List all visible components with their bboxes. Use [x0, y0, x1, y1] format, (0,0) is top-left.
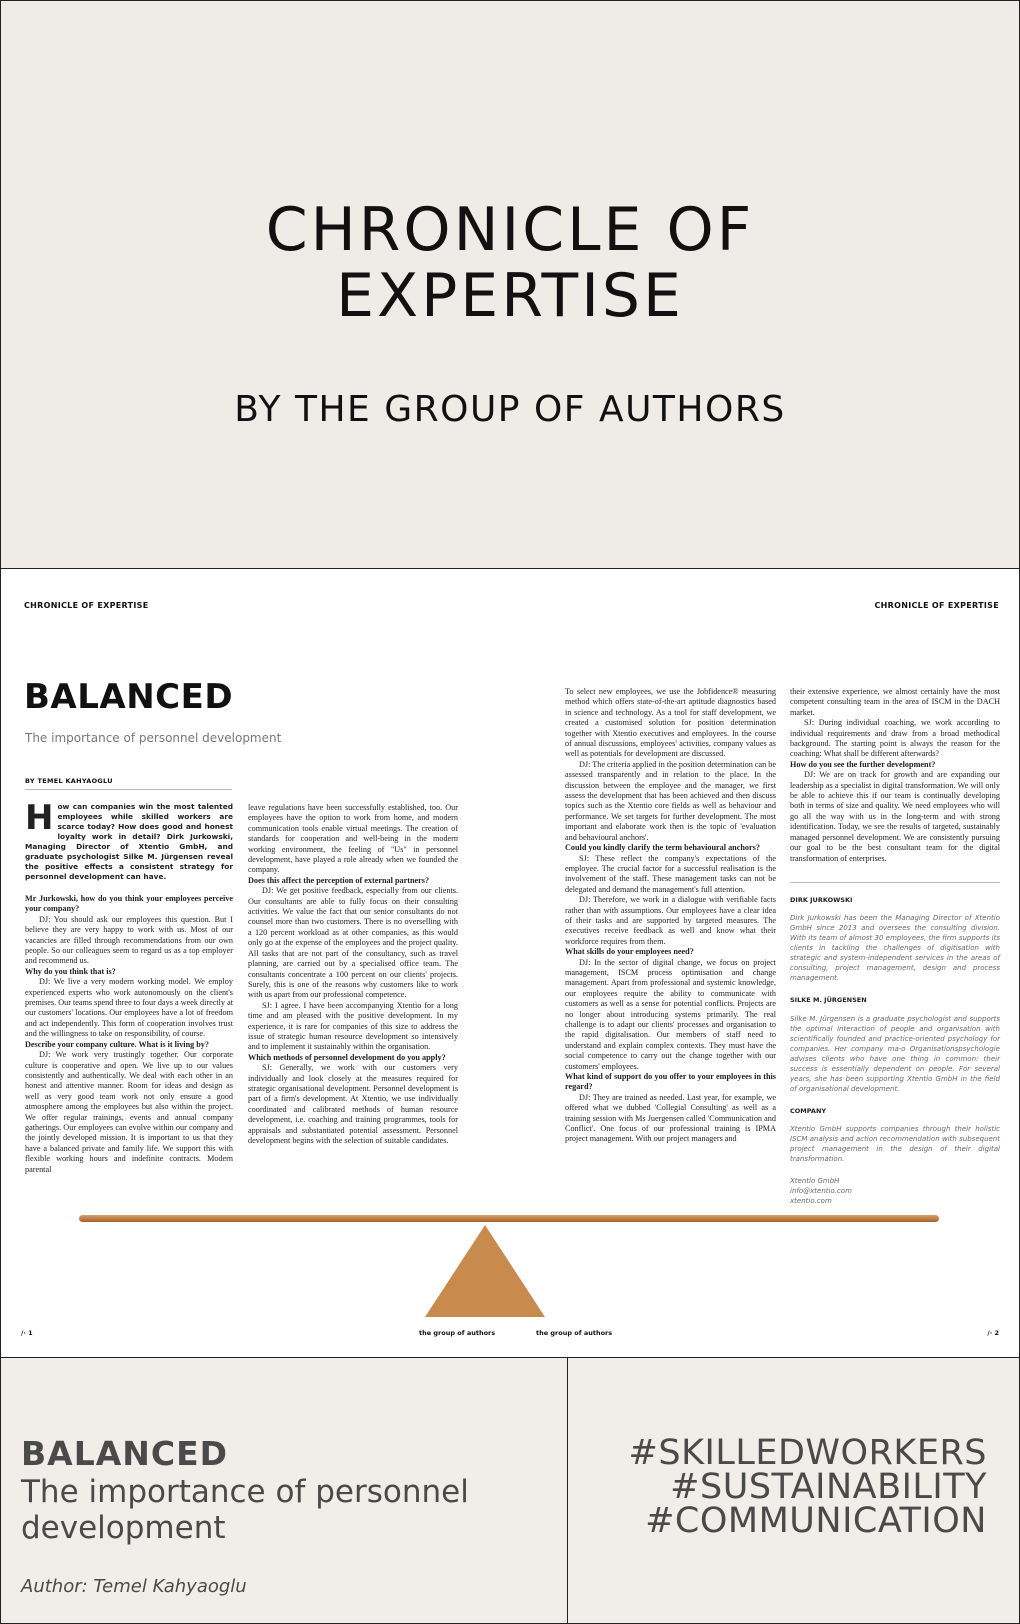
- tag-item[interactable]: #COMMUNICATION: [645, 1501, 987, 1541]
- dropcap: H: [25, 798, 54, 838]
- sidebar-heading-jurkowski: DIRK JURKOWSKI: [790, 895, 853, 904]
- interview-question: Why do you think that is?: [25, 966, 116, 976]
- author-sidebar: [790, 895, 1000, 1206]
- sidebar-bio-jurkowski: Dirk Jurkowski has been the Managing Director of Xtentio GmbH since 2013 and oversees the consulting division. With its team of almost 30 employees, the firm supports its clients in tackling the challenges of digitisation with strategic and system-independent services in the areas of consulting, project management, design and process management.: [790, 914, 1000, 983]
- contact-website[interactable]: xtentio.com: [790, 1197, 832, 1206]
- interview-question: Does this affect the perception of external partners?: [248, 875, 430, 885]
- byline-rule: [25, 789, 232, 790]
- byline: BY TEMEL KAHYAOGLU: [25, 777, 113, 785]
- balance-fulcrum-image: [425, 1225, 545, 1317]
- card-author: Author: Temel Kahyaoglu: [21, 1576, 247, 1597]
- interview-question: Which methods of personnel development do you apply?: [248, 1052, 446, 1062]
- contact-company: Xtentio GmbH: [790, 1177, 840, 1186]
- column-4-body: [790, 687, 1000, 864]
- body-paragraph: their extensive experience, we almost certainly have the most competent consulting team in the area of ISCM in the DACH market.: [790, 687, 1000, 717]
- intro-text: ow can companies win the most talented employees while skilled workers are scarce today? How does good and honest loyalty work in detail? Dirk Jurkowski, Managing Director of Xtentio GmbH, and graduate psychologist Silke M. Jürgensen reveal the positive effects a consistent strategy for personnel development can have.: [25, 802, 233, 881]
- body-paragraph: DJ: We are on track for growth and are expanding our leadership as a specialist in digital transformation. We will only be able to achieve this if our team is continually developing both in terms of size and quality. We need employees who will go all the way with us in the long-term and with strong identification. Today, we see the results of targeted, sustainably managed personnel development. We are consistently pursuing our goal to be the best consultant team for the digital transformation of enterprises.: [790, 770, 1000, 863]
- body-paragraph: SJ: During individual coaching, we work according to individual requirements and draw from a broad methodical background. The starting point is always the reason for the coaching: What shall be different afterwards?: [790, 718, 1000, 759]
- magazine-spread: [0, 568, 1020, 1359]
- hero-subtitle: BY THE GROUP OF AUTHORS: [234, 389, 786, 430]
- tag-item[interactable]: #SUSTAINABILITY: [670, 1467, 987, 1507]
- body-paragraph: To select new employees, we use the Jobfidence® measuring method which offers state-of-the-art aptitude diagnostics based in science and technology. As a tool for staff development, we created a customised solution for position determination together with Xtentio executives and employees. In the course of annual discussions, employees' activities, company values as well as potentials for development are discussed.: [565, 687, 776, 759]
- body-paragraph: SJ: Generally, we work with our customers very individually and look closely at the measures required for strategic organisational development. Personnel development is part of a firm's development. At Xtentio, we use individually coordinated and calibrated methods of human resource development, i.e. coaching and training programmes, tools for appraisals and substantiated potential assessment. Personnel development begins with the selection of suitable candidates.: [248, 1063, 458, 1145]
- hero-title-line1: CHRONICLE OF: [265, 195, 755, 265]
- body-paragraph: DJ: Therefore, we work in a dialogue with verifiable facts rather than with assumptions. Our employees have a clear idea of their tasks and are supported by targeted measures. The executives receive feedback as well and know what their workforce requires from them.: [565, 895, 776, 946]
- body-paragraph: DJ: The criteria applied in the position determination can be assessed transparently and in relation to the place. In the discussion between the employee and the manager, we first assess the development that has been achieved and then discuss topics such as the Xtentio core fields as well as behaviour and performance. We set targets for further development. The most important and elaborate work then is the topic of 'evaluation and behavioural anchors'.: [565, 759, 776, 842]
- interview-question: Mr Jurkowski, how do you think your employees perceive your company?: [25, 894, 233, 914]
- body-paragraph: SJ: These reflect the company's expectations of the employee. The crucial factor for a successful realisation is the involvement of the staff. These management tasks can not be delegated and demand the management's full attention.: [565, 853, 776, 894]
- card-title: BALANCED: [21, 1434, 229, 1473]
- interview-question: How do you see the further development?: [790, 759, 936, 769]
- hero-title-line2: EXPERTISE: [336, 261, 684, 331]
- tag-item[interactable]: #SKILLEDWORKERS: [628, 1433, 987, 1473]
- sidebar-heading-company: COMPANY: [790, 1106, 827, 1115]
- body-paragraph: SJ: I agree. I have been accompanying Xtentio for a long time and am pleased with the positive development. In my experience, it is rare for companies of this size to address the issue of strategic human resource development so intensively and to implement it sustainably within the organisation.: [248, 1000, 458, 1052]
- article-title: BALANCED: [24, 677, 234, 717]
- article-card[interactable]: [0, 1357, 569, 1624]
- interview-question: Describe your company culture. What is it living by?: [25, 1039, 209, 1049]
- tag-list: [628, 1433, 987, 1541]
- column-2: [248, 803, 458, 1171]
- tags-panel: [567, 1357, 1020, 1624]
- running-header-right: CHRONICLE OF EXPERTISE: [874, 601, 999, 610]
- column-3: [565, 687, 776, 1171]
- body-paragraph: DJ: In the sector of digital change, we focus on project management, ISCM process optimisation and change management. Apart from professional and systemic knowledge, our employees require the ability to communicate with customers as well as a sense for potential conflicts. Projects are no longer about introducing systems primarily. The real challenge is to adapt our clients' processes and organisation to the rapid digitalisation. Our members of staff need to understand and explain complex contexts. They must have the social competence to carry out the change together with our customers' employees.: [565, 957, 776, 1071]
- footer-right-text: the group of authors: [536, 1329, 613, 1337]
- body-paragraph: DJ: We live a very modern working model. We employ experienced experts who work autonomously on the client's premises. Our teams spend three to four days a week directly at our customers' locations. Our employees have a lot of freedom and act independently. This form of cooperation involves trust and the willingness to take on responsibility, of course.: [25, 977, 233, 1039]
- sidebar-rule: [790, 882, 1000, 883]
- interview-question: Could you kindly clarify the term behavioural anchors?: [565, 843, 760, 853]
- column-1-body: [25, 894, 233, 1175]
- running-header-left: CHRONICLE OF EXPERTISE: [24, 601, 149, 610]
- body-paragraph: DJ: You should ask our employees this question. But I believe they are very happy to work with us. Most of our vacancies are filled through recommendations from our own people. So our colleagues seem to regard us as a top employer and recommend us.: [25, 914, 233, 966]
- footer-left-text: the group of authors: [419, 1329, 496, 1337]
- interview-question: What kind of support do you offer to your employees in this regard?: [565, 1072, 776, 1092]
- interview-question: What skills do your employees need?: [565, 947, 694, 957]
- hero-panel: [0, 0, 1020, 569]
- page-number-left: /· 1: [21, 1329, 33, 1337]
- intro-paragraph: [25, 798, 233, 882]
- sidebar-contact: [790, 1176, 1000, 1206]
- column-1: [25, 798, 233, 1174]
- body-paragraph: DJ: We work very trustingly together. Our corporate culture is cooperative and open. We live up to our values consistently and authentically. We deal with each other in an honest and attentive manner. Room for ideas and design as well as very good team work not only ensure a good atmosphere among the employees but also within the project. We offer regular trainings, events and annual company gatherings. Our employees can evolve within our company and the jointly developed mission. It is important to us that they have a balanced private and family life. We support this with flexible working hours and indefinite contracts. Modern parental: [25, 1050, 233, 1174]
- balance-plank-image: [79, 1215, 939, 1222]
- card-subtitle: The importance of personnel development: [21, 1474, 469, 1546]
- sidebar-company-text: Xtentio GmbH supports companies through their holistic ISCM analysis and action recommendation with subsequent project management in the design of their digital transformation.: [790, 1125, 1000, 1164]
- sidebar-heading-juergensen: SILKE M. JÜRGENSEN: [790, 996, 867, 1005]
- sidebar-bio-juergensen: Silke M. Jürgensen is a graduate psychologist and supports the optimal interaction of people and organisation with scientifically founded and practice-oriented psychology for companies. Her company ma-o Organisationspsychologie advises clients who have one thing in common: their success is essentially dependent on people. For several years, she has been supporting Xtentio GmbH in the field of organisational development.: [790, 1014, 1000, 1093]
- contact-email[interactable]: info@xtentio.com: [790, 1187, 852, 1196]
- article-subtitle: The importance of personnel development: [25, 731, 282, 745]
- body-paragraph: DJ: We get positive feedback, especially from our clients. Our consultants are able to fully focus on their consulting activities. We value the fact that our senior consultants do not counsel more than two customers. There is no overselling with a 120 percent workload as at other companies, as this would only go at the expense of the employees and the project quality. All tasks that are not part of the consultancy, such as travel planning, are carried out by a specialised office team. The consultants concentrate a 100 percent on our clients' projects. Surely, this is one of the reasons why customers like to work with us apart from our professional competence.: [248, 886, 458, 1000]
- column-4: [790, 687, 1000, 1206]
- page-number-right: /· 2: [987, 1329, 999, 1337]
- hero-title: [1, 197, 1019, 329]
- body-paragraph: leave regulations have been successfully established, too. Our employees have the option to work from home, and modern communication tools enable virtual meetings. The creation of standards for cooperation and well-being in the modern working environment, the feeling of "Us" in personnel development, have played a role already when we founded the company.: [248, 803, 458, 875]
- body-paragraph: DJ: They are trained as needed. Last year, for example, we offered what we dubbed 'Collegial Consulting' as well as a training session with Ms Juergensen called 'Communication and Conflict'. One focus of our professional training is IPMA project management. With our project managers and: [565, 1092, 776, 1144]
